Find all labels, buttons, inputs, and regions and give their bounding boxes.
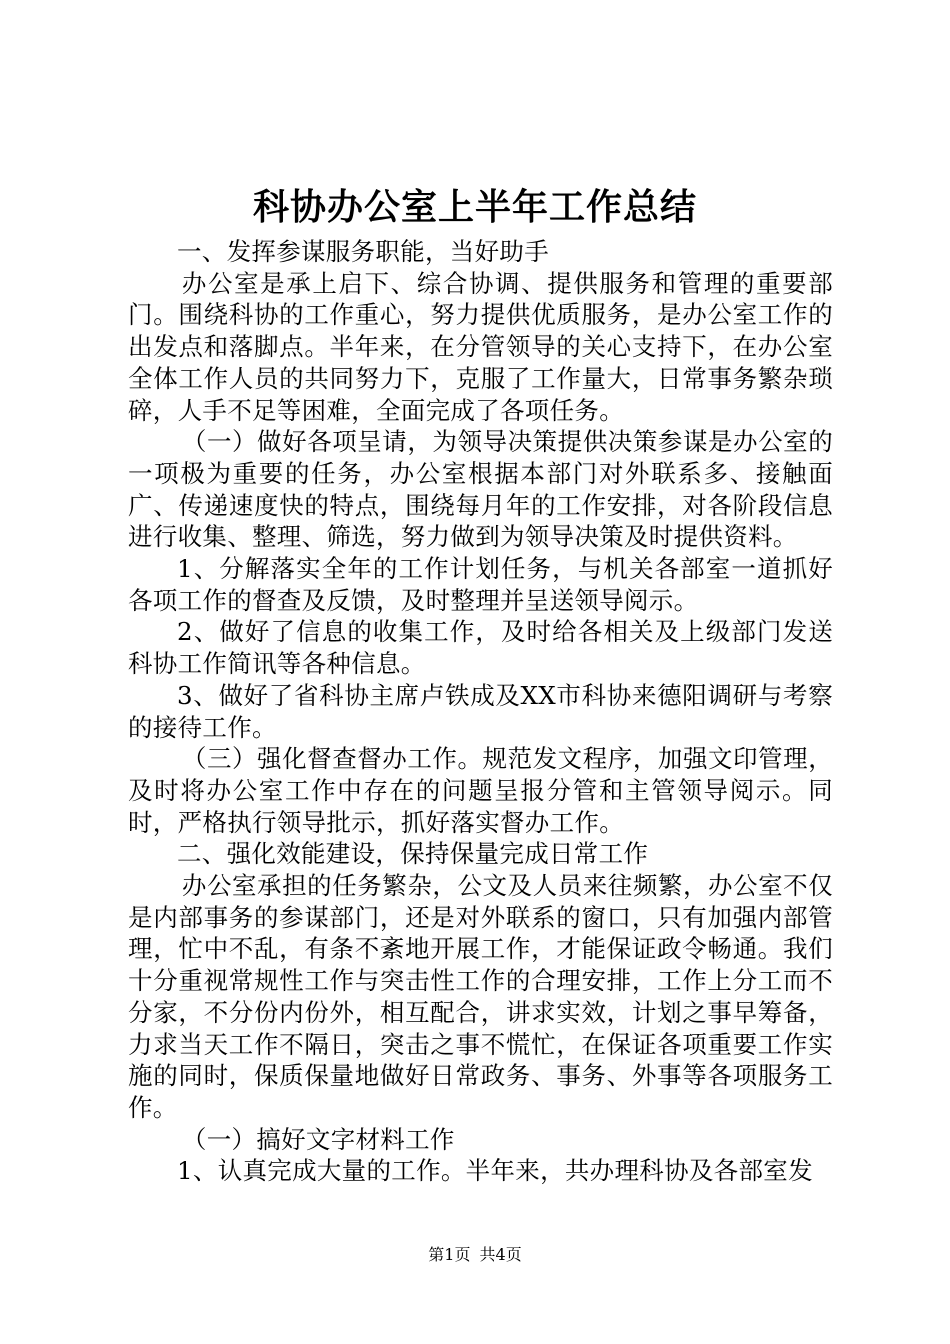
list-item-1: 1、分解落实全年的工作计划任务，与机关各部室一道抓好各项工作的督查及反馈，及时整理并呈送领导阅示。 <box>128 554 833 615</box>
list-item-3: 3、做好了省科协主席卢铁成及XX市科协来德阳调研与考察的接待工作。 <box>128 680 833 742</box>
page-footer <box>0 1245 950 1265</box>
section-heading-1: 一、发挥参谋服务职能，当好助手 <box>177 237 549 266</box>
subsection-paragraph-3: （三）强化督查督办工作。规范发文程序，加强文印管理，及时将办公室工作中存在的问题呈报分管和主管领导阅示。同时，严格执行领导批示，抓好落实督办工作。 <box>128 744 833 837</box>
list-item-4: 1、认真完成大量的工作。半年来，共办理科协及各部室发 <box>177 1156 813 1186</box>
subsection-paragraph-1: （一）做好各项呈请，为领导决策提供决策参谋是办公室的一项极为重要的任务，办公室根据本部门对外联系多、接触面广、传递速度快的特点，围绕每月年的工作安排，对各阶段信息进行收集、整理、筛选，努力做到为领导决策及时提供资料。 <box>128 427 833 552</box>
paragraph: 办公室是承上启下、综合协调、提供服务和管理的重要部门。围绕科协的工作重心，努力提供优质服务，是办公室工作的出发点和落脚点。半年来，在分管领导的关心支持下，在办公室全体工作人员的共同努力下，克服了工作量大，日常事务繁杂琐碎，人手不足等困难，全面完成了各项任务。 <box>128 268 833 425</box>
subsection-heading-1: （一）搞好文字材料工作 <box>181 1124 455 1154</box>
page-number: 第1页 <box>428 1245 471 1264</box>
paragraph: 办公室承担的任务繁杂，公文及人员来往频繁，办公室不仅是内部事务的参谋部门，还是对外联系的窗口，只有加强内部管理，忙中不乱，有条不紊地开展工作，才能保证政令畅通。我们十分重视常规性工作与突击性工作的合理安排，工作上分工而不分家，不分份内份外，相互配合，讲求实效，计划之事早筹备，力求当天工作不隔日，突击之事不慌忙，在保证各项重要工作实施的同时，保质保量地做好日常政务、事务、外事等各项服务工作。 <box>128 871 833 1122</box>
section-heading-2: 二、强化效能建设，保持保量完成日常工作 <box>177 839 649 869</box>
document-title: 科协办公室上半年工作总结 <box>252 186 697 228</box>
list-item-2: 2、做好了信息的收集工作，及时给各相关及上级部门发送科协工作简讯等各种信息。 <box>128 617 833 679</box>
document-body <box>128 236 833 1187</box>
page-total: 共4页 <box>479 1245 522 1264</box>
